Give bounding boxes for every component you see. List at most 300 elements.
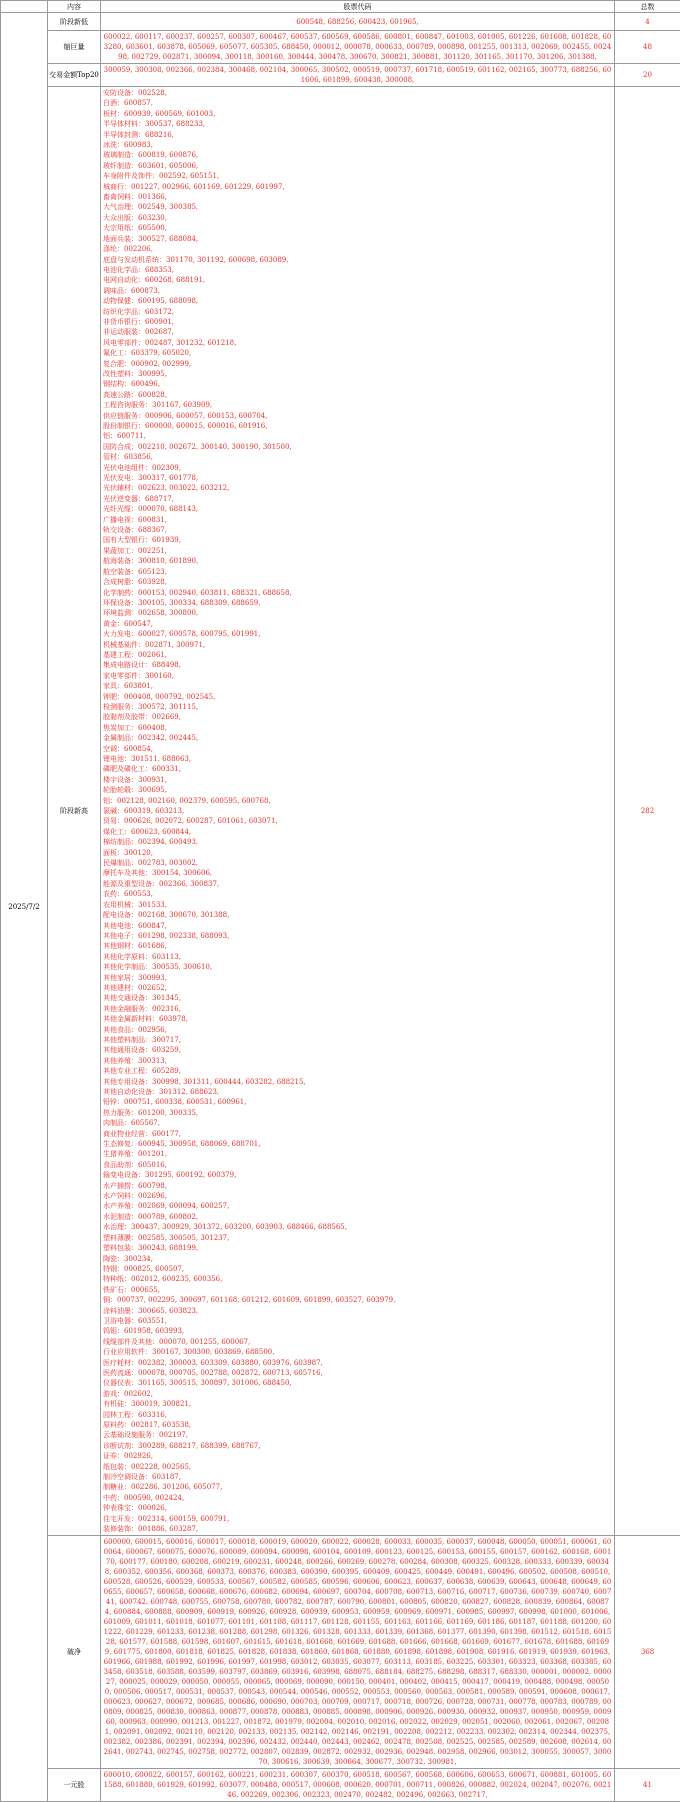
industry-name: 机械基础件 (103, 641, 138, 649)
industry-name: 黄金 (103, 620, 117, 628)
industry-line: 家电零部件：300160, (103, 671, 612, 681)
industry-line: 水泥制造：000789, 600802, (103, 1212, 612, 1222)
category-net: 破净 (48, 1536, 101, 1769)
industry-name: 铅锌 (103, 1098, 117, 1106)
industry-name: 半导体封测 (103, 131, 138, 139)
industry-name: 家具 (103, 682, 117, 690)
industry-name: 其他建材 (103, 984, 131, 992)
industry-name: 塑料薄膜 (103, 1234, 131, 1242)
industry-name: 光伏辅材 (103, 484, 131, 492)
industry-line: 安防设备：002528, (103, 88, 612, 98)
industry-line: 医疗耗材：002382, 300003, 603309, 603880, 603976, 603987, (103, 1358, 612, 1368)
industry-codes: 600847, (138, 922, 167, 930)
header-codes: 股票代码 (101, 1, 615, 13)
industry-codes: 002696, (138, 1192, 167, 1200)
industry-name: 其他化学原料 (103, 953, 145, 961)
industry-name: 制糖业 (103, 1483, 124, 1491)
industry-codes: 603379, 605020, (131, 349, 191, 357)
industry-codes: 300154, 300606, (152, 869, 212, 877)
industry-codes: 600331, (152, 765, 181, 773)
industry-name: 航海装备 (103, 557, 131, 565)
industry-codes: 600268, 688191, (145, 276, 205, 284)
industry-line: 涤纶：002206, (103, 244, 612, 254)
industry-name: 特钢 (103, 1265, 117, 1273)
date-cell: 2025/7/2 (1, 13, 48, 1802)
header-date (1, 1, 48, 13)
industry-line: 火力发电：600027, 600578, 600795, 601991, (103, 629, 612, 639)
industry-line: 其他专业工程：605289, (103, 1066, 612, 1076)
industry-name: 国有大型银行 (103, 536, 145, 544)
industry-codes: 300105, 300334, 688309, 688659, (138, 599, 260, 607)
industry-codes: 002487, 301232, 601218, (145, 339, 236, 347)
industry-line: 航海装备：300810, 601890, (103, 556, 612, 566)
industry-line: 供应链服务：000906, 600057, 600153, 600704, (103, 411, 612, 421)
industry-line: 光纤光缆：000070, 688143, (103, 504, 612, 514)
industry-name: 家电零部件 (103, 672, 138, 680)
industry-name: 股份制银行 (103, 422, 138, 430)
industry-name: 火力发电 (103, 630, 131, 638)
industry-name: 检测服务 (103, 703, 131, 711)
industry-name: 生猪养殖 (103, 1150, 131, 1158)
industry-line: 贸易：000626, 002072, 600287, 601061, 603071, (103, 816, 612, 826)
industry-codes: 300317, 601778, (138, 474, 198, 482)
row-shrink (1, 31, 680, 64)
industry-line: 地面兵装：300527, 688084, (103, 234, 612, 244)
industry-line: 轨交设备：688367, (103, 525, 612, 535)
industry-line: 集成电路设计：688498, (103, 660, 612, 670)
industry-name: 水产饲料 (103, 1192, 131, 1200)
industry-codes: 603978, (159, 1015, 188, 1023)
industry-name: 锂电池 (103, 755, 124, 763)
industry-line: 农用机械：301533, (103, 900, 612, 910)
industry-codes: 000626, 002072, 600287, 601061, 603071, (124, 817, 278, 825)
industry-codes: 300665, 603823, (138, 1307, 198, 1315)
industry-codes: 300527, 688084, (138, 235, 198, 243)
header-content: 内容 (48, 1, 101, 13)
industry-line: 城商行：001227, 002966, 601169, 601229, 601997, (103, 182, 612, 192)
industry-codes: 002926, (124, 1452, 153, 1460)
industry-codes: 001227, 002966, 601169, 601229, 601997, (131, 183, 285, 191)
industry-name: 输变电设备 (103, 1171, 138, 1179)
industry-line: 光伏逆变器：688717, (103, 494, 612, 504)
industry-name: 其他自动化设备 (103, 1088, 152, 1096)
industry-name: 合成树脂 (103, 578, 131, 586)
industry-name: 棉纺制品 (103, 838, 131, 846)
industry-line: 水产捕捞：600798, (103, 1181, 612, 1191)
industry-name: 电池化学品 (103, 266, 138, 274)
industry-codes: 300120, (124, 849, 153, 857)
industry-name: 肉制品 (103, 1119, 124, 1127)
industry-line: 检测服务：300572, 301115, (103, 702, 612, 712)
industry-line: 卫浴电器：603551, (103, 1316, 612, 1326)
industry-line: 钢结构：600496, (103, 379, 612, 389)
industry-codes: 300234, (124, 1255, 153, 1263)
industry-codes: 688353, (145, 266, 174, 274)
industry-codes: 600547, (124, 620, 153, 628)
industry-line: 高速公路：600828, (103, 390, 612, 400)
industry-line: 国有大型银行：601939, (103, 535, 612, 545)
industry-codes: 002783, 003002, (138, 859, 198, 867)
industry-name: 氯碱 (103, 807, 117, 815)
industry-codes: 300019, 300821, (131, 1400, 191, 1408)
industry-line: 工程咨询服务：301167, 603909, (103, 400, 612, 410)
industry-name: 玻璃制造 (103, 151, 131, 159)
industry-line: 棉纺制品：002394, 600493, (103, 837, 612, 847)
industry-codes: 301312, 688623, (159, 1088, 219, 1096)
industry-line: 光伏发电：300317, 601778, (103, 473, 612, 483)
industry-codes: 300437, 300929, 301372, 603200, 603903, 688466, 688565, (131, 1223, 347, 1231)
industry-codes: 600983, (124, 141, 153, 149)
industry-name: 畜禽饲料 (103, 193, 131, 201)
industry-line: 水产养殖：002069, 600094, 600257, (103, 1201, 612, 1211)
industry-name: 其他金属新材料 (103, 1015, 152, 1023)
industry-name: 其他养殖 (103, 1057, 131, 1065)
industry-line: 其他电子：601298, 002338, 688093, (103, 931, 612, 941)
industry-codes: 600319, 603213, (124, 807, 184, 815)
industry-line: 铝：600711, (103, 431, 612, 441)
industry-codes: 301345, (152, 994, 181, 1002)
industry-name: 装修装饰 (103, 1525, 131, 1533)
industry-line: 民爆制品：002783, 003002, (103, 858, 612, 868)
industry-line: 塑料包装：300243, 688199, (103, 1243, 612, 1253)
row-new-low (1, 13, 680, 31)
industry-name: 纺织化学品 (103, 308, 138, 316)
industry-line: 其他家居：300993, (103, 973, 612, 983)
industry-codes: 603230, (138, 214, 167, 222)
industry-line: 线缆部件及其他：000070, 001255, 600067, (103, 1337, 612, 1347)
industry-line: 特钢：000825, 600507, (103, 1264, 612, 1274)
industry-codes: 601958, 603993, (124, 1327, 184, 1335)
industry-line: 管材：603856, (103, 452, 612, 462)
industry-codes: 300160, (145, 672, 174, 680)
industry-line: 环保设备：300105, 300334, 688309, 688659, (103, 598, 612, 608)
industry-codes: 600496, (131, 380, 160, 388)
industry-line: 商业物业经营：600177, (103, 1129, 612, 1139)
industry-codes: 002251, (138, 547, 167, 555)
industry-name: 调味品 (103, 287, 124, 295)
industry-codes: 000408, 000792, 002545, (124, 693, 215, 701)
category-shrink: 缩巨量 (48, 31, 101, 64)
industry-codes: 002817, 603538, (131, 1421, 191, 1429)
industry-codes: 002592, 605151, (159, 172, 219, 180)
industry-line: 陶瓷：300234, (103, 1254, 612, 1264)
industry-line: 磷肥及磷化工：600331, (103, 764, 612, 774)
industry-name: 氟化工 (103, 349, 124, 357)
industry-codes: 002128, 002160, 002379, 600595, 600768, (117, 797, 271, 805)
industry-line: 其他钢材：601686, (103, 941, 612, 951)
industry-name: 国防合成 (103, 443, 131, 451)
industry-codes: 300537, 688233, (145, 120, 205, 128)
industry-line: 家具：603801, (103, 681, 612, 691)
industry-line: 动物保健：600195, 688098, (103, 296, 612, 306)
industry-line: 铅锌：000751, 600338, 600531, 600961, (103, 1097, 612, 1107)
industry-line: 生猪养殖：001201, (103, 1149, 612, 1159)
industry-line: 纸包装：002228, 002565, (103, 1462, 612, 1472)
industry-name: 涤纶 (103, 245, 117, 253)
industry-codes: 300931, (138, 776, 167, 784)
industry-name: 游戏 (103, 1390, 117, 1398)
industry-codes: 300572, 301115, (138, 703, 198, 711)
header-total: 总数 (615, 1, 680, 13)
industry-line: 生态修复：600945, 300958, 688069, 688701, (103, 1139, 612, 1149)
industry-codes: 600000, 600015, 600016, 601916, (145, 422, 267, 430)
industry-name: 空调 (103, 745, 117, 753)
industry-line: 板材：600939, 600569, 601003, (103, 109, 612, 119)
industry-name: 板材 (103, 110, 117, 118)
industry-line: 其他专用设备：300998, 301311, 600444, 603282, 688215, (103, 1077, 612, 1087)
industry-codes: 002228, 002565, (131, 1463, 191, 1471)
industry-line: 其他塑料制品：300717, (103, 1035, 612, 1045)
total-shrink: 48 (615, 31, 680, 64)
industry-codes: 600177, (152, 1130, 181, 1138)
industry-name: 光纤光缆 (103, 505, 131, 513)
industry-line: 铜：000737, 002295, 300697, 601168, 601212, 601609, 601899, 603527, 603979, (103, 1295, 612, 1305)
industry-codes: 002669, (152, 713, 181, 721)
industry-line: 特种纸：002012, 600235, 600356, (103, 1274, 612, 1284)
industry-codes: 301165, 300515, 300897, 301006, 688450, (138, 1379, 292, 1387)
industry-codes: 601686, (138, 942, 167, 950)
industry-codes: 002069, 600094, 600257, (138, 1202, 229, 1210)
industry-name: 果蔬加工 (103, 547, 131, 555)
industry-codes: 605500, (138, 224, 167, 232)
industry-name: 有机硅 (103, 1400, 124, 1408)
industry-codes: 300993, (138, 974, 167, 982)
industry-codes: 600798, (138, 1182, 167, 1190)
industry-codes: 000906, 600057, 600153, 600704, (145, 412, 267, 420)
industry-name: 农用机械 (103, 901, 131, 909)
industry-name: 食品助剂 (103, 1161, 131, 1169)
industry-line: 诊断试剂：300289, 688217, 688399, 688767, (103, 1441, 612, 1451)
industry-codes: 601200, 300335, (138, 1109, 198, 1117)
industry-codes: 002871, 300971, (145, 641, 205, 649)
industry-name: 其他通用设备 (103, 1046, 145, 1054)
industry-line: 合成树脂：603928, (103, 577, 612, 587)
industry-line: 住宅开发：002314, 600159, 600791, (103, 1514, 612, 1524)
industry-name: 民爆制品 (103, 859, 131, 867)
industry-codes: 000789, 600802, (138, 1213, 198, 1221)
industry-codes: 002206, (124, 245, 153, 253)
industry-line: 输变电设备：301295, 600192, 600379, (103, 1170, 612, 1180)
industry-line: 肉制品：605567, (103, 1118, 612, 1128)
industry-codes: 000078, 000705, 002788, 002872, 600713, 605716, (138, 1369, 323, 1377)
industry-codes: 603113, (152, 953, 181, 961)
industry-line: 水产饲料：002696, (103, 1191, 612, 1201)
industry-codes: 605123, (138, 568, 167, 576)
industry-codes: 603259, (152, 1046, 181, 1054)
industry-name: 其他专业工程 (103, 1067, 145, 1075)
industry-name: 轮胎轮毂 (103, 786, 131, 794)
industry-name: 基建工程 (103, 651, 131, 659)
industry-line: 航空装备：605123, (103, 567, 612, 577)
industry-line: 白酒：600857, (103, 98, 612, 108)
industry-name: 工程咨询服务 (103, 401, 145, 409)
industry-codes: 301533, (138, 901, 167, 909)
industry-codes: 002210, 002672, 300140, 300190, 301500, (138, 443, 292, 451)
industry-codes: 000153, 002940, 603811, 688321, 688658, (138, 589, 292, 597)
industry-line: 锂电池：301511, 688063, (103, 754, 612, 764)
industry-name: 其他电子 (103, 932, 131, 940)
industry-line: 其他金融服务：002316, (103, 1004, 612, 1014)
industry-line: 证券：002926, (103, 1451, 612, 1461)
industry-name: 其他钢材 (103, 942, 131, 950)
category-one-yuan: 一元股 (48, 1769, 101, 1802)
industry-name: 水产捕捞 (103, 1182, 131, 1190)
industry-line: 畜禽饲料：001366, (103, 192, 612, 202)
industry-codes: 301511, 688063, (131, 755, 191, 763)
industry-line: 制糖业：002286, 301206, 605077, (103, 1482, 612, 1492)
industry-name: 焦炭加工 (103, 724, 131, 732)
industry-line: 果蔬加工：002251, (103, 546, 612, 556)
industry-name: 环保设备 (103, 599, 131, 607)
industry-name: 商业物业经营 (103, 1130, 145, 1138)
industry-codes: 600901, (145, 318, 174, 326)
industry-name: 仪器仪表 (103, 1379, 131, 1387)
industry-name: 诊断试剂 (103, 1442, 131, 1450)
industry-line: 原料药：002817, 603538, (103, 1420, 612, 1430)
industry-codes: 002585, 300505, 301237, (138, 1234, 229, 1242)
industry-name: 车身附件及饰件 (103, 172, 152, 180)
industry-name: 风电零部件 (103, 339, 138, 347)
industry-codes: 600854, (124, 745, 153, 753)
header-row (1, 1, 680, 13)
industry-codes: 605567, (131, 1119, 160, 1127)
industry-line: 热力服务：601200, 300335, (103, 1108, 612, 1118)
industry-name: 其他交通设备 (103, 994, 145, 1002)
industry-codes: 002314, 600159, 600791, (138, 1515, 229, 1523)
industry-name: 配电设备 (103, 911, 131, 919)
industry-name: 玻纤制造 (103, 162, 131, 170)
industry-line: 空调：600854, (103, 744, 612, 754)
industry-codes: 301295, 600192, 600379, (145, 1171, 236, 1179)
industry-line: 底盘与发动机系统：301170, 301192, 600698, 603089, (103, 255, 612, 265)
industry-line: 环境监测：002658, 300800, (103, 608, 612, 618)
industry-codes: 600623, 600844, (131, 828, 191, 836)
industry-codes: 605016, (138, 1161, 167, 1169)
industry-name: 化学制药 (103, 589, 131, 597)
industry-codes: 000070, 001255, 600067, (159, 1338, 250, 1346)
industry-line: 非运动服装：002687, (103, 327, 612, 337)
industry-codes: 600553, (124, 890, 153, 898)
industry-name: 面板 (103, 849, 117, 857)
industry-line: 配电设备：002168, 300670, 301388, (103, 910, 612, 920)
industry-codes: 603928, (138, 578, 167, 586)
industry-codes: 603601, 605006, (138, 162, 198, 170)
industry-name: 园林工程 (103, 1411, 131, 1419)
industry-name: 环境监测 (103, 609, 131, 617)
industry-codes: 002316, (152, 1005, 181, 1013)
industry-line: 中药：000590, 002424, (103, 1493, 612, 1503)
industry-codes: 688367, (138, 526, 167, 534)
industry-name: 其他化学制品 (103, 963, 145, 971)
industry-codes: 300810, 601890, (138, 557, 198, 565)
industry-line: 化学制药：000153, 002940, 603811, 688321, 688658, (103, 588, 612, 598)
industry-line: 金属制品：002342, 002445, (103, 733, 612, 743)
industry-line: 非货币银行：600901, (103, 317, 612, 327)
industry-codes: 002342, 002445, (138, 734, 198, 742)
industry-codes: 688216, (145, 131, 174, 139)
total-net: 368 (615, 1536, 680, 1769)
industry-line: 胶黏剂及胶带：002669, (103, 712, 612, 722)
industry-line: 车身附件及饰件：002592, 605151, (103, 171, 612, 181)
industry-name: 轨交设备 (103, 526, 131, 534)
industry-line: 游戏：002602, (103, 1389, 612, 1399)
industry-line: 制冷空调设备：603187, (103, 1472, 612, 1482)
industry-name: 高速公路 (103, 391, 131, 399)
industry-line: 塑料薄膜：002585, 300505, 301237, (103, 1233, 612, 1243)
industry-name: 证券 (103, 1452, 117, 1460)
industry-line: 改性塑料：300995, (103, 369, 612, 379)
industry-codes: 001366, (138, 193, 167, 201)
codes-top20: 300059, 300308, 002366, 002384, 300468, 002104, 300065, 300502, 000519, 000737, 601718, 600519, 601162, 002165, 300773, 688256, 601606, 601899, 600438, 300008, (101, 64, 615, 87)
industry-codes: 002382, 300003, 603309, 603880, 603976, 603987, (138, 1359, 323, 1367)
industry-codes: 605289, (152, 1067, 181, 1075)
industry-name: 其他金融服务 (103, 1005, 145, 1013)
industry-codes: 000070, 688143, (138, 505, 198, 513)
industry-line: 电网自动化：600268, 688191, (103, 275, 612, 285)
industry-codes: 000737, 002295, 300697, 601168, 601212, 601609, 601899, 603527, 603979, (117, 1296, 395, 1304)
industry-name: 中药 (103, 1494, 117, 1502)
industry-codes: 603316, (138, 1411, 167, 1419)
industry-line: 光伏辅材：002623, 003022, 603212, (103, 483, 612, 493)
industry-name: 航空装备 (103, 568, 131, 576)
industry-line: 其他化学制品：300535, 300610, (103, 962, 612, 972)
industry-line: 医药流通：000078, 000705, 002788, 002872, 600713, 605716, (103, 1368, 612, 1378)
industry-name: 涂料油墨 (103, 1307, 131, 1315)
industry-codes: 300313, (138, 1057, 167, 1065)
industry-codes: 603187, (152, 1473, 181, 1481)
industry-codes: 603856, (124, 453, 153, 461)
industry-codes: 601939, (152, 536, 181, 544)
industry-codes: 300167, 300300, 603869, 688500, (152, 1348, 274, 1356)
industry-codes: 002956, (138, 1026, 167, 1034)
industry-name: 光伏发电 (103, 474, 131, 482)
industry-name: 医疗耗材 (103, 1359, 131, 1367)
industry-codes: 300717, (152, 1036, 181, 1044)
industry-name: 光伏电池组件 (103, 464, 145, 472)
industry-codes: 600831, (138, 516, 167, 524)
industry-codes: 688498, (152, 661, 181, 669)
industry-name: 摩托车及其他 (103, 869, 145, 877)
codes-new-low: 600548, 688256, 600423, 601965, (101, 13, 615, 31)
new-high-industry-list (101, 87, 615, 1536)
industry-codes: 002286, 301206, 605077, (131, 1483, 222, 1491)
category-new-high: 阶段新高 (48, 87, 101, 1536)
total-one-yuan: 41 (615, 1769, 680, 1802)
industry-codes: 000655, (131, 1286, 160, 1294)
industry-line: 氯碱：600319, 603213, (103, 806, 612, 816)
industry-line: 广播电视：600831, (103, 515, 612, 525)
industry-name: 其他专用设备 (103, 1078, 145, 1086)
industry-name: 制冷空调设备 (103, 1473, 145, 1481)
industry-line: 其他通用设备：603259, (103, 1045, 612, 1055)
industry-codes: 002197, (159, 1431, 188, 1439)
codes-shrink: 600022, 600117, 600237, 600257, 600307, 600467, 600537, 600569, 600586, 600801, 600847, 601003, 601005, 601226, 601608, 601828, 603280, 603601, 603878, 605069, 605077, 605305, 688450, 000012, 000078, 000633, 000789, 000898, 001255, 001313, 002069, 002455, 002498, 002729, 002871, 300094, 300118, 300160, 300444, 300478, 300670, 300821, 300881, 301120, 301165, 301170, 301206, 301388, (101, 31, 615, 64)
industry-line: 半导体封测：688216, (103, 130, 612, 140)
industry-name: 其他食品 (103, 1026, 131, 1034)
industry-line: 煤化工：600623, 600844, (103, 827, 612, 837)
industry-name: 钢结构 (103, 380, 124, 388)
industry-name: 钾肥 (103, 693, 117, 701)
industry-codes: 600195, 688098, (138, 297, 198, 305)
industry-line: 其他电池：600847, (103, 921, 612, 931)
industry-codes: 002687, (145, 328, 174, 336)
industry-name: 楼宇设备 (103, 776, 131, 784)
industry-name: 行业应用软件 (103, 1348, 145, 1356)
industry-name: 铝 (103, 432, 110, 440)
industry-name: 钨钼 (103, 1327, 117, 1335)
industry-codes: 002366, 300837, (159, 880, 219, 888)
industry-line: 面板：300120, (103, 848, 612, 858)
